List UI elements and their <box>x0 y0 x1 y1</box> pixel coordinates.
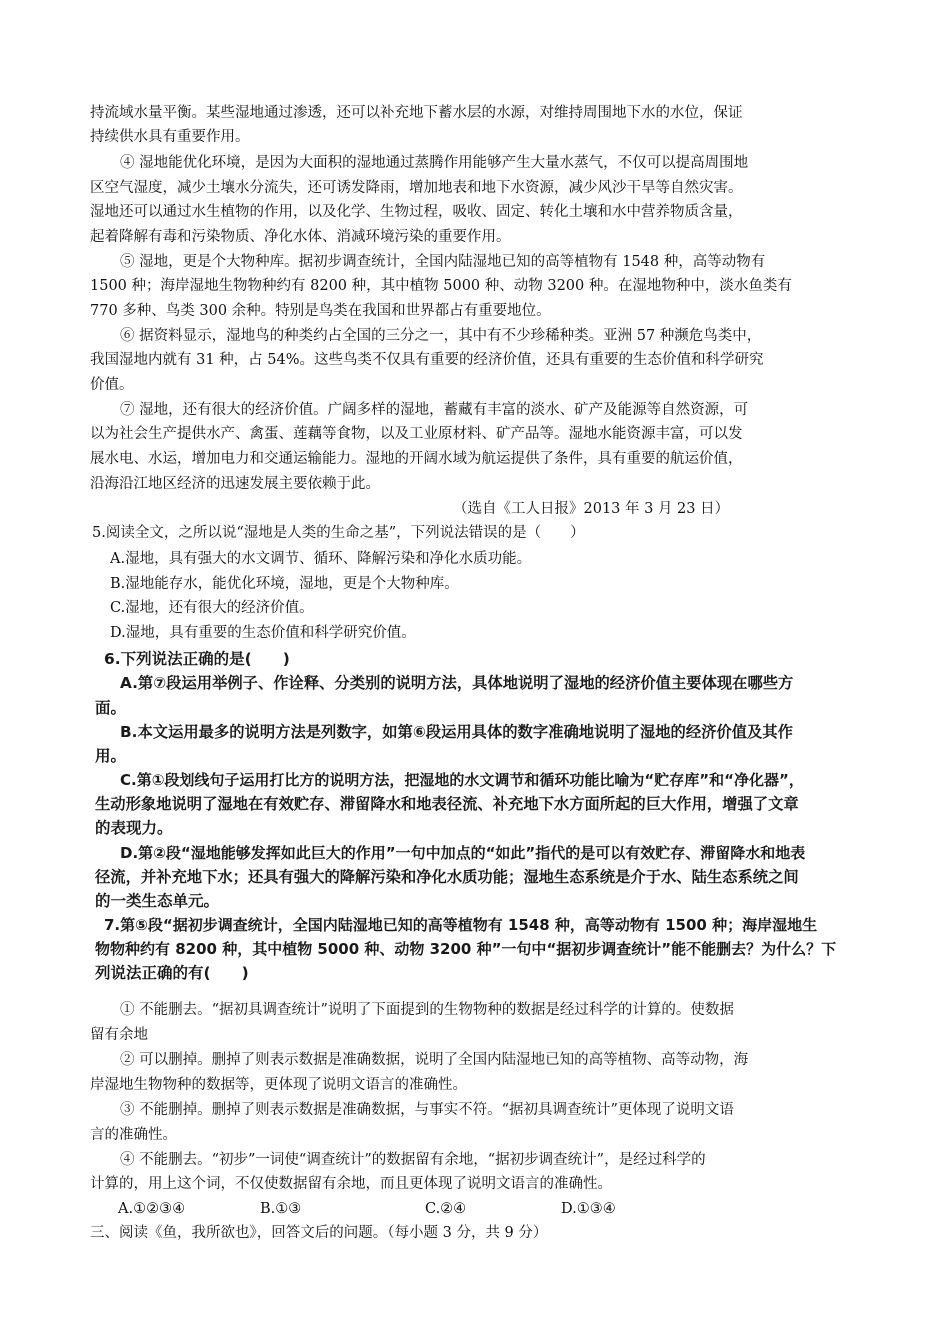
para4-line-3: 湿地还可以通过水生植物的作用，以及化学、生物过程，吸收、固定、转化土壤和水中营养物质含量， <box>90 204 743 220</box>
para5-line-1: ⑤ 湿地，更是个大物种库。据初步调查统计，全国内陆湿地已知的高等植物有 1548 种，高等动物有 <box>120 254 766 270</box>
q6-line-7: 的表现力。 <box>95 819 173 837</box>
q6-line-6: 生动形象地说明了湿地在有效贮存、滞留降水和地表径流、补充地下水方面所起的巨大作用，增强了文章 <box>95 795 799 813</box>
q6-line-1: A.第⑦段运用举例子、作诠释、分类别的说明方法，具体地说明了湿地的经济价值主要体现在哪些方 <box>120 674 794 692</box>
para7-line-2: 以为社会生产提供水产、禽蛋、莲藕等食物，以及工业原材料、矿产品等。湿地水能资源丰富，可以发 <box>90 426 743 442</box>
q7-stem-line-1: 7.第⑤段“据初步调查统计，全国内陆湿地已知的高等植物有 1548 种，高等动物有 1500 种；海岸湿地生 <box>104 916 818 934</box>
q7-statement-1a: ① 不能删去。“据初具调查统计”说明了下面提到的生物物种的数据是经过科学的计算的。使数据 <box>120 1002 734 1018</box>
q6-line-2: 面。 <box>95 699 127 717</box>
q5-option-c: C.湿地，还有很大的经济价值。 <box>110 600 314 616</box>
source-citation: （选自《工人日报》2013 年 3 月 23 日） <box>453 501 730 517</box>
q7-option-a: A.①②③④ <box>118 1201 186 1217</box>
para7-line-3: 展水电、水运，增加电力和交通运输能力。湿地的开阔水域为航运提供了条件，具有重要的航运价值， <box>90 451 743 467</box>
para6-line-1: ⑥ 据资料显示，湿地鸟的种类约占全国的三分之一，其中有不少珍稀种类。亚洲 57 种濒危鸟类中， <box>120 328 762 344</box>
q7-stem-line-3: 列说法正确的有( ) <box>95 964 249 982</box>
q7-stem-line-2: 物物种约有 8200 种，其中植物 5000 种、动物 3200 种”一句中“据初步调查统计”能不能删去？为什么？下 <box>95 940 837 958</box>
q7-statement-3b: 言的准确性。 <box>90 1127 177 1143</box>
q6-line-4: 用。 <box>95 747 127 765</box>
q7-statement-1b: 留有余地 <box>90 1027 148 1043</box>
q7-statement-3a: ③ 不能删掉。删掉了则表示数据是准确数据，与事实不符。“据初具调查统计”更体现了说明文语 <box>120 1102 734 1118</box>
q6-line-3: B.本文运用最多的说明方法是列数字，如第⑥段运用具体的数字准确地说明了湿地的经济价值及其作 <box>120 723 793 741</box>
para6-line-3: 价值。 <box>90 377 134 393</box>
q7-statement-2b: 岸湿地生物物种的数据等，更体现了说明文语言的准确性。 <box>90 1077 467 1093</box>
q7-statement-2a: ② 可以删掉。删掉了则表示数据是准确数据，说明了全国内陆湿地已知的高等植物、高等动物，海 <box>120 1052 749 1068</box>
q6-line-8: D.第②段“湿地能够发挥如此巨大的作用”一句中加点的“如此”指代的是可以有效贮存、滞留降水和地表 <box>120 844 806 862</box>
para5-line-2: 1500 种；海岸湿地生物物种约有 8200 种，其中植物 5000 种、动物 3200 种。在湿地物种中，淡水鱼类有 <box>90 278 792 294</box>
q7-option-c: C.②④ <box>425 1201 467 1217</box>
para5-line-3: 770 多种、鸟类 300 余种。特别是鸟类在我国和世界都占有重要地位。 <box>90 303 551 319</box>
q5-option-d: D.湿地，具有重要的生态价值和科学研究价值。 <box>110 625 416 641</box>
q6-stem: 6.下列说法正确的是( ) <box>104 650 290 668</box>
para3-line-1: 持流域水量平衡。某些湿地通过渗透，还可以补充地下蓄水层的水源，对维持周围地下水的水位，保证 <box>90 105 743 121</box>
q7-option-b: B.①③ <box>260 1201 302 1217</box>
para7-line-1: ⑦ 湿地，还有很大的经济价值。广阔多样的湿地，蓄藏有丰富的淡水、矿产及能源等自然资源，可 <box>120 402 749 418</box>
para4-line-4: 起着降解有毒和污染物质、净化水体、消减环境污染的重要作用。 <box>90 229 511 245</box>
para4-line-1: ④ 湿地能优化环境，是因为大面积的湿地通过蒸腾作用能够产生大量水蒸气，不仅可以提高周围地 <box>120 155 749 171</box>
q5-option-b: B.湿地能存水，能优化环境，湿地，更是个大物种库。 <box>110 576 459 592</box>
q6-line-5: C.第①段划线句子运用打比方的说明方法，把湿地的水文调节和循环功能比喻为“贮存库”和“净化器”， <box>120 771 804 789</box>
q7-statement-4b: 计算的，用上这个词，不仅使数据留有余地，而且更体现了说明文语言的准确性。 <box>90 1176 612 1192</box>
q7-statement-4a: ④ 不能删去。“初步”一词使“调查统计”的数据留有余地，“据初步调查统计”，是经过科学的 <box>120 1152 706 1168</box>
q5-stem: 5.阅读全文，之所以说“湿地是人类的生命之基”，下列说法错误的是（ ） <box>92 525 585 541</box>
q6-line-9: 径流，并补充地下水；还具有强大的降解污染和净化水质功能；湿地生态系统是介于水、陆生态系统之间 <box>95 868 799 886</box>
para4-line-2: 区空气湿度，减少土壤水分流失，还可诱发降雨，增加地表和地下水资源，减少风沙干旱等自然灾害。 <box>90 180 743 196</box>
para7-line-4: 沿海沿江地区经济的迅速发展主要依赖于此。 <box>90 476 380 492</box>
q7-option-d: D.①③④ <box>561 1201 616 1217</box>
section-3-heading: 三、阅读《鱼，我所欲也》，回答文后的问题。（每小题 3 分，共 9 分） <box>90 1225 548 1241</box>
para3-line-2: 持续供水具有重要作用。 <box>90 129 250 145</box>
q5-option-a: A.湿地，具有强大的水文调节、循环、降解污染和净化水质功能。 <box>110 551 532 567</box>
q6-line-10: 的一类生态单元。 <box>95 892 220 910</box>
para6-line-2: 我国湿地内就有 31 种，占 54%。这些鸟类不仅具有重要的经济价值，还具有重要的生态价值和科学研究 <box>90 352 764 368</box>
